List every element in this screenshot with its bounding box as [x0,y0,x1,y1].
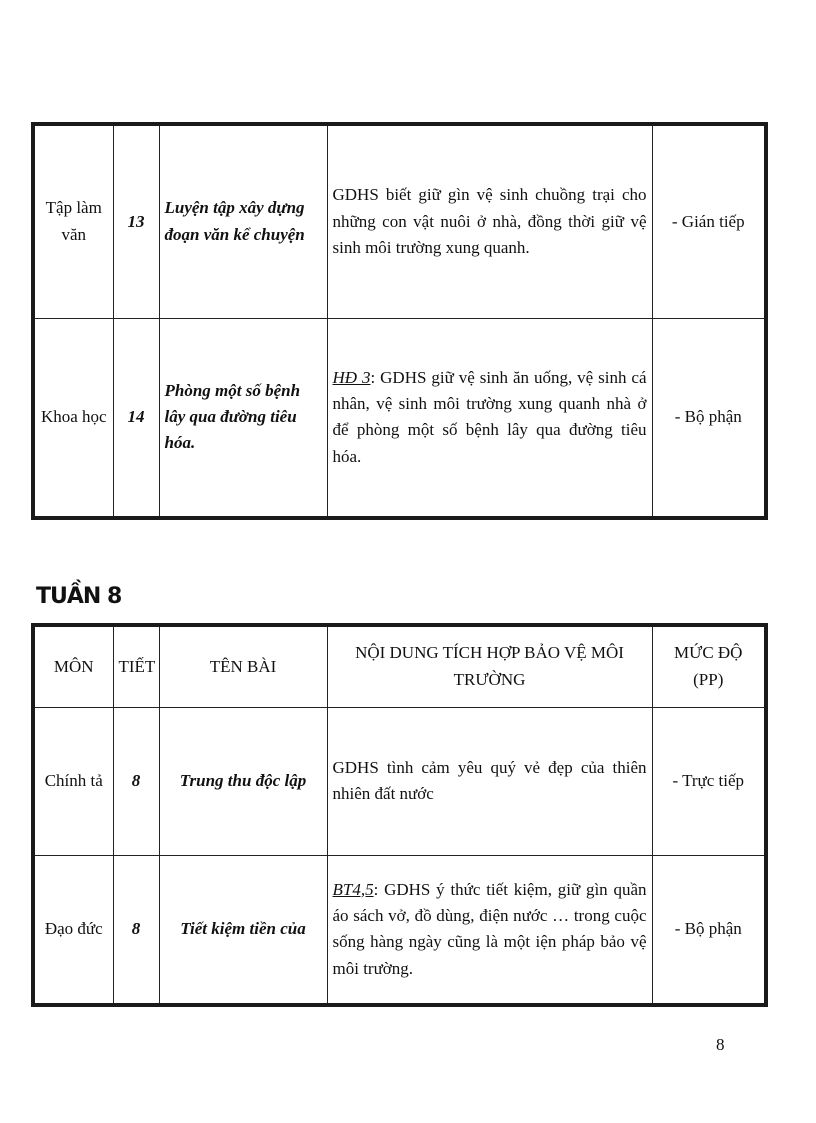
content-text: GDHS tình cảm yêu quý vẻ đẹp của thiên nhiên đất nước [332,757,647,803]
content-prefix: HĐ 3 [332,367,371,387]
period-cell: 8 [113,707,159,855]
period-cell: 13 [113,124,159,318]
table-row [33,318,766,518]
header-row [33,625,766,707]
content-text: GDHS biết giữ gìn vệ sinh chuồng trại cho những con vật nuôi ở nhà, đồng thời giữ vệ sinh môi trường xung quanh. [332,185,647,257]
lesson-title-cell: Trung thu độc lập [159,707,327,855]
lesson-title-cell: Luyện tập xây dựng đoạn văn kể chuyện [159,124,327,318]
lesson-table-week8 [31,623,768,1007]
lesson-title-cell: Phòng một số bệnh lây qua đường tiêu hóa. [159,318,327,518]
level-cell: - Trực tiếp [652,707,766,855]
content-cell [327,855,652,1005]
header-title: TÊN BÀI [159,625,327,707]
level-cell: - Gián tiếp [652,124,766,318]
header-level: MỨC ĐỘ (PP) [652,625,766,707]
subject-cell: Chính tả [33,707,113,855]
subject-cell: Khoa học [33,318,113,518]
page-number: 8 [716,1035,725,1054]
lesson-title-cell: Tiết kiệm tiền của [159,855,327,1005]
content-cell [327,124,652,318]
table-row [33,855,766,1005]
header-period: TIẾT [113,625,159,707]
subject-cell: Tập làm văn [33,124,113,318]
content-text: : GDHS ý thức tiết kiệm, giữ gìn quần áo sách vở, đồ dùng, điện nước … trong cuộc sống hàng ngày cũng là một iện pháp bảo vệ môi trường. [332,879,647,978]
period-cell: 14 [113,318,159,518]
subject-cell: Đạo đức [33,855,113,1005]
table-row [33,124,766,318]
content-text: : GDHS giữ vệ sinh ăn uống, vệ sinh cá nhân, vệ sinh môi trường xung quanh nhà ở để phòng một số bệnh lây qua đường tiêu hóa. [332,367,647,466]
lesson-table-week7 [31,122,768,520]
level-cell: - Bộ phận [652,318,766,518]
content-cell [327,707,652,855]
content-cell [327,318,652,518]
week-heading: TUẦN 8 [36,584,122,609]
level-cell: - Bộ phận [652,855,766,1005]
period-cell: 8 [113,855,159,1005]
content-prefix: BT4,5 [332,879,374,899]
header-content: NỘI DUNG TÍCH HỢP BẢO VỆ MÔI TRƯỜNG [327,625,652,707]
header-subject: MÔN [33,625,113,707]
table-row [33,707,766,855]
